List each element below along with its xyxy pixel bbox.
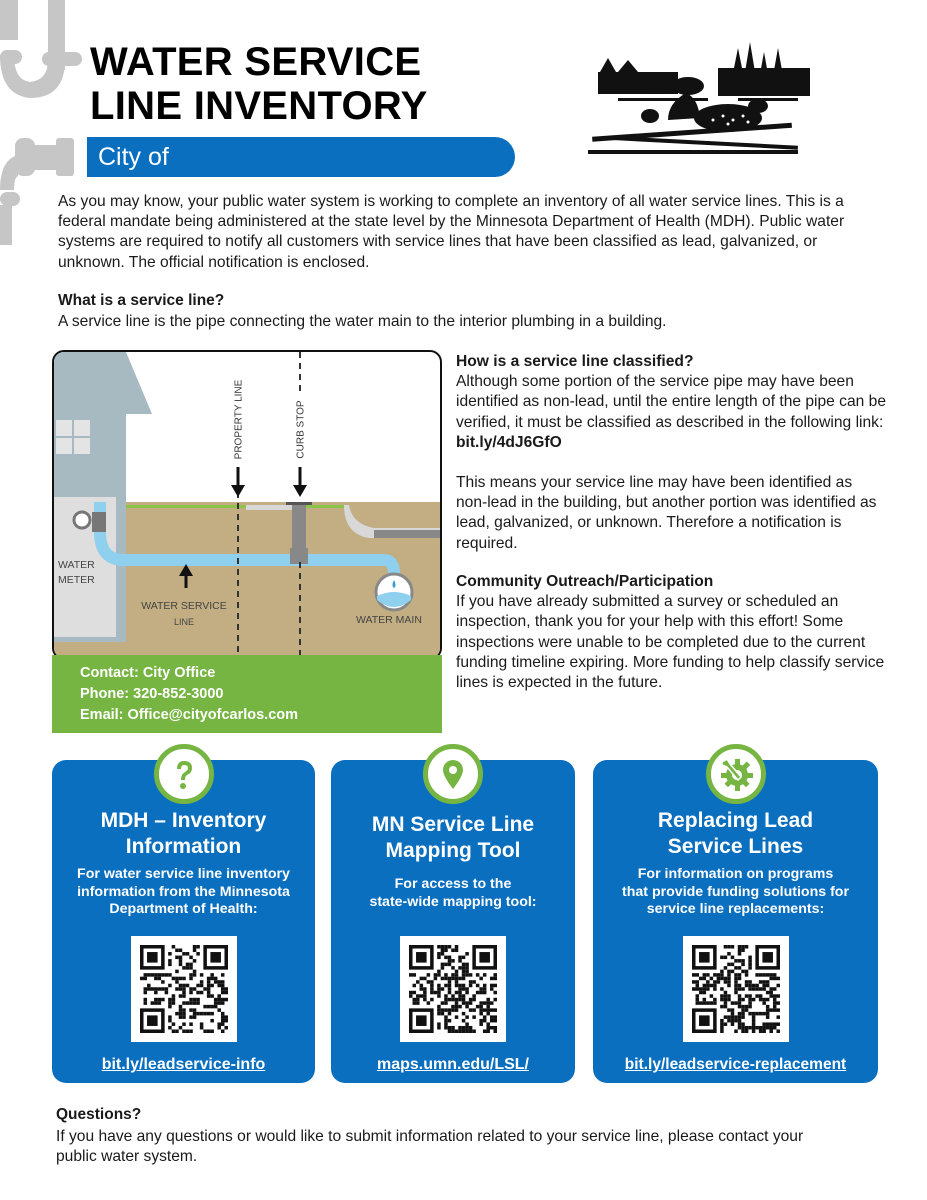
city-banner: [87, 137, 515, 177]
what-is-heading: What is a service line?: [58, 292, 225, 309]
card-desc-line-1: For information on programs: [637, 866, 834, 882]
question-icon: [154, 744, 214, 804]
loon-logo: [588, 38, 812, 160]
card-desc-line-2: information from the Minnesota: [77, 883, 290, 900]
title-line-1: WATER SERVICE: [90, 40, 422, 84]
qr-code: [131, 936, 237, 1042]
water-meter-label-1: WATER: [58, 559, 95, 571]
card-title-line-1: MDH – Inventory: [100, 809, 267, 832]
classified-text-body: Although some portion of the service pipe may have been identified as non-lead, until the entire length of the pipe can be verified, it must be classified as described in the following link:: [456, 373, 887, 431]
water-meter-label-2: METER: [58, 574, 95, 586]
card-link[interactable]: bit.ly/leadservice-info: [101, 1056, 266, 1073]
card-title: [52, 808, 315, 860]
water-service-line-label-1: WATER SERVICE: [141, 600, 227, 612]
outreach-text: If you have already submitted a survey or scheduled an inspection, thank you for your help with this effort! Some inspections were unable to be completed due to the current funding timeline expiring. More funding to help classify service lines is expected in the future.: [456, 593, 885, 692]
city-label: City of: [98, 143, 169, 171]
qr-code: [683, 936, 789, 1042]
contact-name: Contact: City Office: [80, 665, 216, 681]
outreach-section: [456, 572, 886, 693]
card-title-line-1: MN Service Line: [371, 813, 535, 836]
water-meter-label: [58, 558, 95, 588]
card-desc-line-1: For access to the: [394, 876, 512, 892]
water-service-line-label: [134, 598, 234, 630]
classified-heading: How is a service line classified?: [456, 353, 694, 370]
page-title: [90, 40, 428, 128]
qr-code: [400, 936, 506, 1042]
card-title-line-2: Service Lines: [667, 835, 804, 858]
curb-stop-label: CURB STOP: [295, 400, 307, 459]
service-line-diagram: [52, 350, 442, 660]
classified-text-2: This means your service line may have been identified as non-lead in the building, but another portion was identified as lead, galvanized, or unknown. Therefore a notification is required.: [456, 474, 877, 552]
card-replacing-lead: [593, 760, 878, 1083]
card-desc-line-3: service line replacements:: [646, 901, 825, 917]
wrench-gear-icon: [706, 744, 766, 804]
card-link[interactable]: maps.umn.edu/LSL/: [376, 1056, 529, 1073]
card-title-line-1: Replacing Lead: [657, 809, 814, 832]
what-is-text: A service line is the pipe connecting the water main to the interior plumbing in a building.: [58, 313, 667, 330]
card-mdh-inventory: [52, 760, 315, 1083]
intro-paragraph: As you may know, your public water system is working to complete an inventory of all water service lines. This is a federal mandate being administered at the state level by the Minnesota Department of Health (MDH). Public water systems are required to notify all customers with service lines that have been classified as lead, galvanized, or unknown. The official notification is enclosed.: [58, 193, 845, 271]
card-desc-line-3: Department of Health:: [109, 901, 258, 917]
card-description: [593, 866, 878, 919]
card-desc-line-2: state-wide mapping tool:: [369, 893, 537, 910]
outreach-heading: Community Outreach/Participation: [456, 573, 714, 590]
property-line-label: PROPERTY LINE: [233, 379, 245, 460]
questions-heading: Questions?: [56, 1106, 142, 1123]
card-link[interactable]: bit.ly/leadservice-replacement: [624, 1056, 847, 1073]
map-pin-icon: [423, 744, 483, 804]
card-title-line-2: Information: [125, 835, 242, 858]
card-desc-line-2: that provide funding solutions for: [622, 883, 849, 900]
card-mapping-tool: [331, 760, 575, 1083]
card-title: [331, 812, 575, 864]
card-description: [331, 876, 575, 911]
questions-text: If you have any questions or would like to submit information related to your service line, please contact your public water system.: [56, 1128, 804, 1165]
classified-text: [456, 372, 886, 453]
card-description: [52, 866, 315, 919]
card-title-line-2: Mapping Tool: [385, 839, 521, 862]
card-desc-line-1: For water service line inventory: [77, 866, 290, 882]
water-main-label: WATER MAIN: [356, 614, 422, 626]
water-service-line-label-2: LINE: [173, 617, 194, 627]
classified-link[interactable]: bit.ly/4dJ6GfO: [456, 433, 562, 451]
contact-email: Email: Office@cityofcarlos.com: [80, 707, 299, 723]
card-title: [593, 808, 878, 860]
classified-section: [456, 352, 886, 554]
contact-phone: Phone: 320-852-3000: [80, 686, 224, 702]
contact-box: [52, 655, 442, 733]
title-line-2: LINE INVENTORY: [90, 84, 428, 128]
